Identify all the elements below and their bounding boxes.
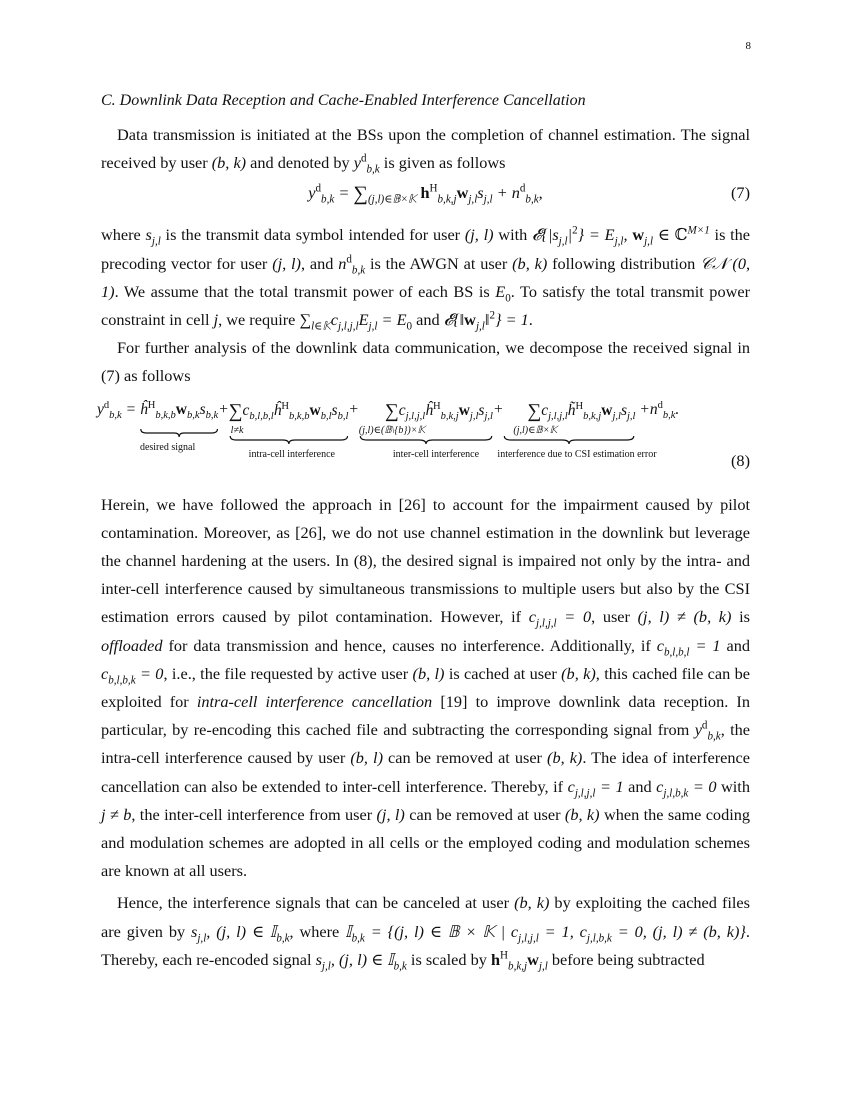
page-number: 8 <box>745 40 751 52</box>
eq8-term-inter: $\sum c_{j,l,j,l}ĥ^H_{b,k,j}w_{j,l}s_{j,l}$ (j,l)∈(𝔹\{b})×𝕂 inter-cell interference <box>358 400 493 460</box>
eq8-label-csi: interference due to CSI estimation error <box>497 448 657 460</box>
eq8-term-intra: $\sum c_{b,l,b,l}ĥ^H_{b,k,b}w_{b,l}s_{b,l}$ l≠k intra-cell interference <box>228 400 349 460</box>
eq8-term-csi: $\sum c_{j,l,j,l}h̃^H_{b,k,j}w_{j,l}s_{j,l}$ (j,l)∈𝔹×𝕂 interference due to CSI estimation error <box>497 400 657 460</box>
eq8-term-desired: $ĥ^H_{b,k,b}w_{b,k}s_{b,k}$ desired signal <box>139 399 219 453</box>
eq8-label-desired: desired signal <box>139 441 196 453</box>
section-heading: C. Downlink Data Reception and Cache-Enabled Interference Cancellation <box>101 92 586 109</box>
eq8-label-intra: intra-cell interference <box>248 448 335 460</box>
equation-7-number: (7) <box>731 183 750 203</box>
paragraph-data-transmission: Data transmission is initiated at the BSs upon the completion of channel estimation. The signal received by user (b, k) and denoted by $y^d_{b,k}$ is given as follows <box>101 125 750 176</box>
paragraph-where: where $s_{j,l}$ is the transmit data symbol intended for user (j, l) with $𝓔\{|s_{j,l}|^2\} = E_{j,l}$, $w_{j,l}$ ∈ ℂ$^{M\times 1}$ is the precoding vector for user (j, l), and $n^d_{b,k}$ is the AWGN at user (b, k) following distribution 𝒞𝒩 (0, 1). We assume that the total transmit power of each BS is $E_0$. To satisfy the total transmit power constraint in cell j, we require $\sum_{l\in 𝕂}c_{j,l,j,l}E_{j,l} = E_0$ and $𝓔\{‖w_{j,l}‖^2\} = 1$. <box>101 224 751 333</box>
paragraph-further-analysis: For further analysis of the downlink data communication, we decompose the received signal in (7) as follows <box>101 338 750 386</box>
page-content <box>97 89 751 974</box>
eq8-undersum-intra: l≠k <box>230 424 244 436</box>
eq8-label-inter: inter-cell interference <box>392 448 480 460</box>
eq8-undersum-csi: (j,l)∈𝔹×𝕂 <box>513 424 558 436</box>
paragraph-hence: Hence, the interference signals that can be canceled at user (b, k) by exploiting the cached files are given by $s_{j,l}$, (j, l) ∈ 𝕀$_{b,k}$, where 𝕀$_{b,k}$ = {(j, l) ∈ 𝔹 × 𝕂 | $c_{j,l,j,l} = 1$, $c_{j,l,b,k} = 0$, (j, l) ≠ (b, k)}. Thereby, each re-encoded signal $s_{j,l}$, (j, l) ∈ 𝕀$_{b,k}$ is scaled by $h^H_{b,k,j}w_{j,l}$ before being subtracted <box>101 893 750 973</box>
paragraph-herein: Herein, we have followed the approach in [26] to account for the impairment caused by pilot contamination. Moreover, as [26], we do not use channel estimation in the downlink but leverage the channel hardening at the users. In (8), the desired signal is impaired not only by the intra- and inter-cell interference caused by simultaneous transmissions to multiple users but also by the CSI estimation errors caused by pilot contamination. However, if $c_{j,l,j,l} = 0$, user (j, l) ≠ (b, k) is offloaded for data transmission and hence, causes no interference. Additionally, if $c_{b,l,b,l} = 1$ and $c_{b,l,b,k} = 0$, i.e., the file requested by active user (b, l) is cached at user (b, k), this cached file can be exploited for intra-cell interference cancellation [19] to improve downlink data reception. In particular, by re-encoding this cached file and subtracting the corresponding signal from $y^d_{b,k}$, the intra-cell interference caused by user (b, l) can be removed at user (b, k). The idea of interference cancellation can also be extended to inter-cell interference. Thereby, if $c_{j,l,j,l} = 1$ and $c_{j,l,b,k} = 0$ with j ≠ b, the inter-cell interference from user (j, l) can be removed at user (b, k) when the same coding and modulation schemes are adopted in all cells or the employed coding and modulation schemes are known at all users. <box>101 494 751 881</box>
equation-8: $y^d_{b,k}$ = $ĥ^H_{b,k,b}w_{b,k}s_{b,k}$ desired signal $+\sum c_{b,l,b,l}ĥ^H_{b,k,b}w_{b,l}s_{b,l}$ l≠k intra-cell interference + $\sum c_{j,l,j,l}ĥ^H_{b,k,j}w_{j,l}s_{j,l}$ (j,l)∈(𝔹\{b})×𝕂 inter-cell interference + $\sum c_{j,l,j,l}h̃^H_{b,k,j}w_{j,l}s_{j,l}$ (j,l)∈𝔹×𝕂 interference due to CSI estimation error $+n^d_{b,k}$. (8) <box>97 399 750 470</box>
eq8-undersum-inter: (j,l)∈(𝔹\{b})×𝕂 <box>358 424 426 436</box>
equation-8-number: (8) <box>731 450 750 470</box>
equation-7: $y^d_{b,k} = \sum_{(j,l)\in 𝔹\times 𝕂}$ $h^H_{b,k,j}w_{j,l}s_{j,l} + n^d_{b,k}$, (7) <box>308 182 750 206</box>
